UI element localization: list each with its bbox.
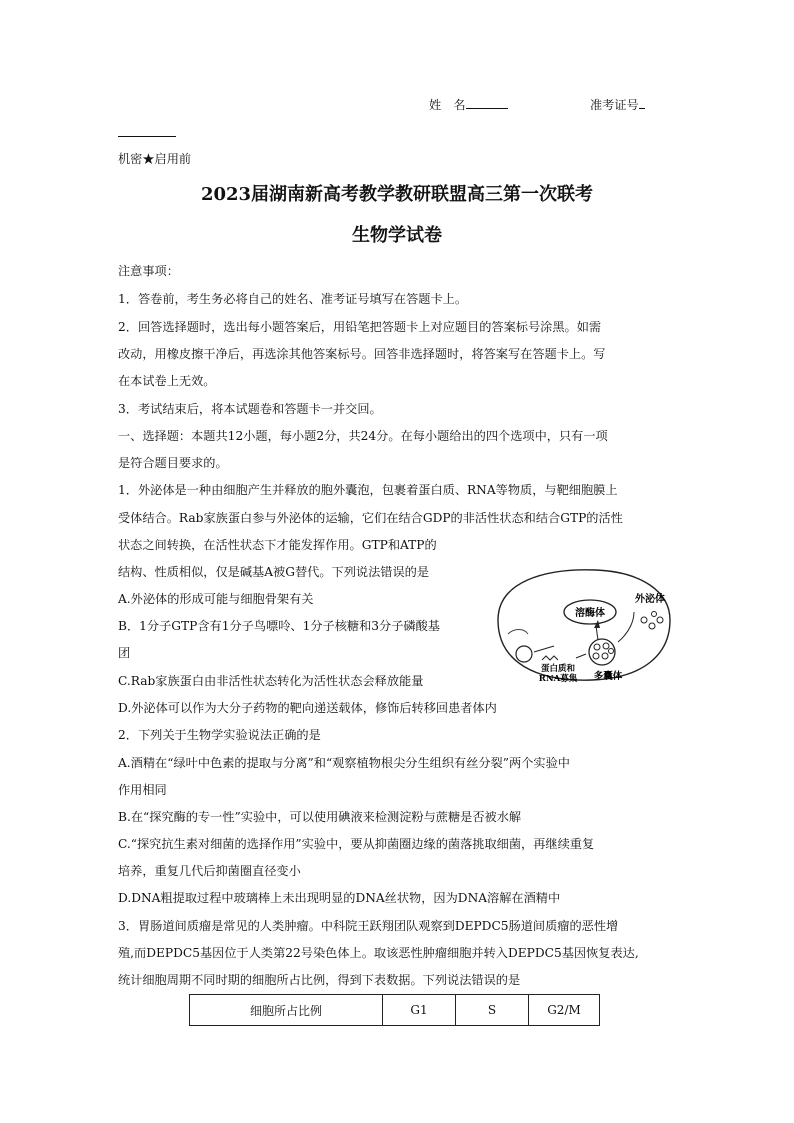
arrow-endosome [534, 646, 554, 652]
endosome-shape [516, 646, 532, 662]
question-3-stem: 3．胃肠道间质瘤是常见的人类肿瘤。中科院王跃翔团队观察到DEPDC5肠道间质瘤的恶性增 [118, 919, 619, 933]
note-line: 2．回答选择题时，选出每小题答案后，用铅笔把答题卡上对应题目的答案标号涂黑。如需 [118, 320, 602, 334]
question-1-option-c: C.Rab家族蛋白由非活性状态转化为活性状态会释放能量 [118, 674, 424, 688]
table-header-cell: G2/M [529, 995, 600, 1026]
exosome-vesicle [652, 612, 657, 617]
question-2-option-d: D.DNA粗提取过程中玻璃棒上未出现明显的DNA丝状物，因为DNA溶解在酒精中 [118, 891, 561, 905]
question-3-stem: 统计细胞周期不同时期的细胞所占比例，得到下表数据。下列说法错误的是 [118, 973, 521, 987]
exosome-cell-diagram [484, 562, 680, 686]
question-2-option-a: A.酒精在“绿叶中色素的提取与分离”和“观察植物根尖分生组织有丝分裂”两个实验中 [118, 756, 570, 770]
name-blank [466, 96, 508, 109]
question-1-option-b: B．1分子GTP含有1分子鸟嘌呤、1分子核糖和3分子磷酸基 [118, 619, 440, 633]
intraluminal-vesicle [603, 643, 609, 649]
question-2-stem: 2．下列关于生物学实验说法正确的是 [118, 728, 321, 742]
exosome-vesicle [641, 617, 647, 623]
mvb-shape [589, 639, 615, 665]
question-2-option-c: C.“探究抗生素对细菌的选择作用”实验中，要从抑菌圈边缘的菌落挑取细菌，再继续重复 [118, 837, 595, 851]
lysosome-label: 溶酶体 [575, 608, 605, 619]
intraluminal-vesicle [602, 653, 608, 659]
cargo-label-1: 蛋白质和 [540, 664, 576, 674]
question-2-option-b: B.在“探究酶的专一性”实验中，可以使用碘液来检测淀粉与蔗糖是否被水解 [118, 810, 522, 824]
name-label: 姓 名 [429, 98, 466, 112]
arrow-release [618, 612, 634, 642]
table-header-cell: G1 [383, 995, 456, 1026]
question-1-option-d: D.外泌体可以作为大分子药物的靶向递送载体，修饰后转移回患者体内 [118, 701, 497, 715]
exam-id-blank [639, 96, 645, 109]
question-1-stem: 1．外泌体是一种由细胞产生并释放的胞外囊泡，包裹着蛋白质、RNA等物质，与靶细胞膜上 [118, 483, 618, 497]
table-header-cell: S [456, 995, 529, 1026]
section-intro: 是符合题目要求的。 [118, 456, 228, 470]
secret-label: 机密★启用前 [118, 152, 192, 166]
note-line: 改动，用橡皮擦干净后，再选涂其他答案标号。回答非选择题时，将答案写在答题卡上。写 [118, 347, 606, 361]
exam-id-blank-continued [118, 136, 176, 137]
exam-id-label: 准考证号 [590, 98, 639, 112]
name-field [429, 96, 508, 113]
table-header-row [190, 995, 600, 1026]
cargo-label-2: RNA募集 [538, 674, 578, 684]
nucleus-edge [508, 630, 528, 635]
section-intro: 一、选择题：本题共12小题，每小题2分，共24分。在每小题给出的四个选项中，只有一项 [118, 429, 608, 443]
exosome-vesicle [657, 617, 663, 623]
question-2-option-a: 作用相同 [118, 783, 167, 797]
intraluminal-vesicle [594, 644, 600, 650]
intraluminal-vesicle [593, 653, 599, 659]
exam-id-field [590, 96, 645, 113]
notes-heading: 注意事项： [118, 264, 179, 278]
exam-title: 2023届湖南新高考教学教研联盟高三第一次联考 [200, 184, 594, 205]
question-1-stem: 受体结合。Rab家族蛋白参与外泌体的运输，它们在结合GDP的非活性状态和结合GTP的活性 [118, 511, 623, 525]
question-3-stem: 殖,而DEPDC5基因位于人类第22号染色体上。取该恶性肿瘤细胞并转入DEPDC5基因恢复表达, [118, 946, 639, 960]
arrow-to-lysosome [596, 626, 598, 640]
cell-cycle-table [189, 994, 600, 1026]
note-line: 在本试卷上无效。 [118, 374, 216, 388]
question-1-option-b: 团 [118, 646, 131, 660]
note-line: 1．答卷前，考生务必将自己的姓名、准考证号填写在答题卡上。 [118, 292, 468, 306]
note-line: 3．考试结束后，将本试题卷和答题卡一并交回。 [118, 402, 382, 416]
question-1-stem: 结构、性质相似，仅是碱基A被G替代。下列说法错误的是 [118, 565, 430, 579]
cargo-squiggle [542, 656, 558, 660]
question-1-option-a: A.外泌体的形成可能与细胞骨架有关 [118, 592, 314, 606]
exosome-vesicle [649, 623, 655, 629]
table-header-cell: 细胞所占比例 [190, 995, 383, 1026]
exosome-label: 外泌体 [635, 594, 665, 605]
question-2-option-c: 培养，重复几代后抑菌圈直径变小 [118, 864, 301, 878]
arrow-to-mvb [576, 654, 586, 658]
question-1-stem: 状态之间转换，在活性状态下才能发挥作用。GTP和ATP的 [118, 538, 437, 552]
cell-membrane [498, 570, 670, 680]
subject-title: 生物学试卷 [352, 225, 442, 246]
mvb-label: 多囊体 [593, 671, 623, 682]
intraluminal-vesicle [609, 649, 614, 654]
